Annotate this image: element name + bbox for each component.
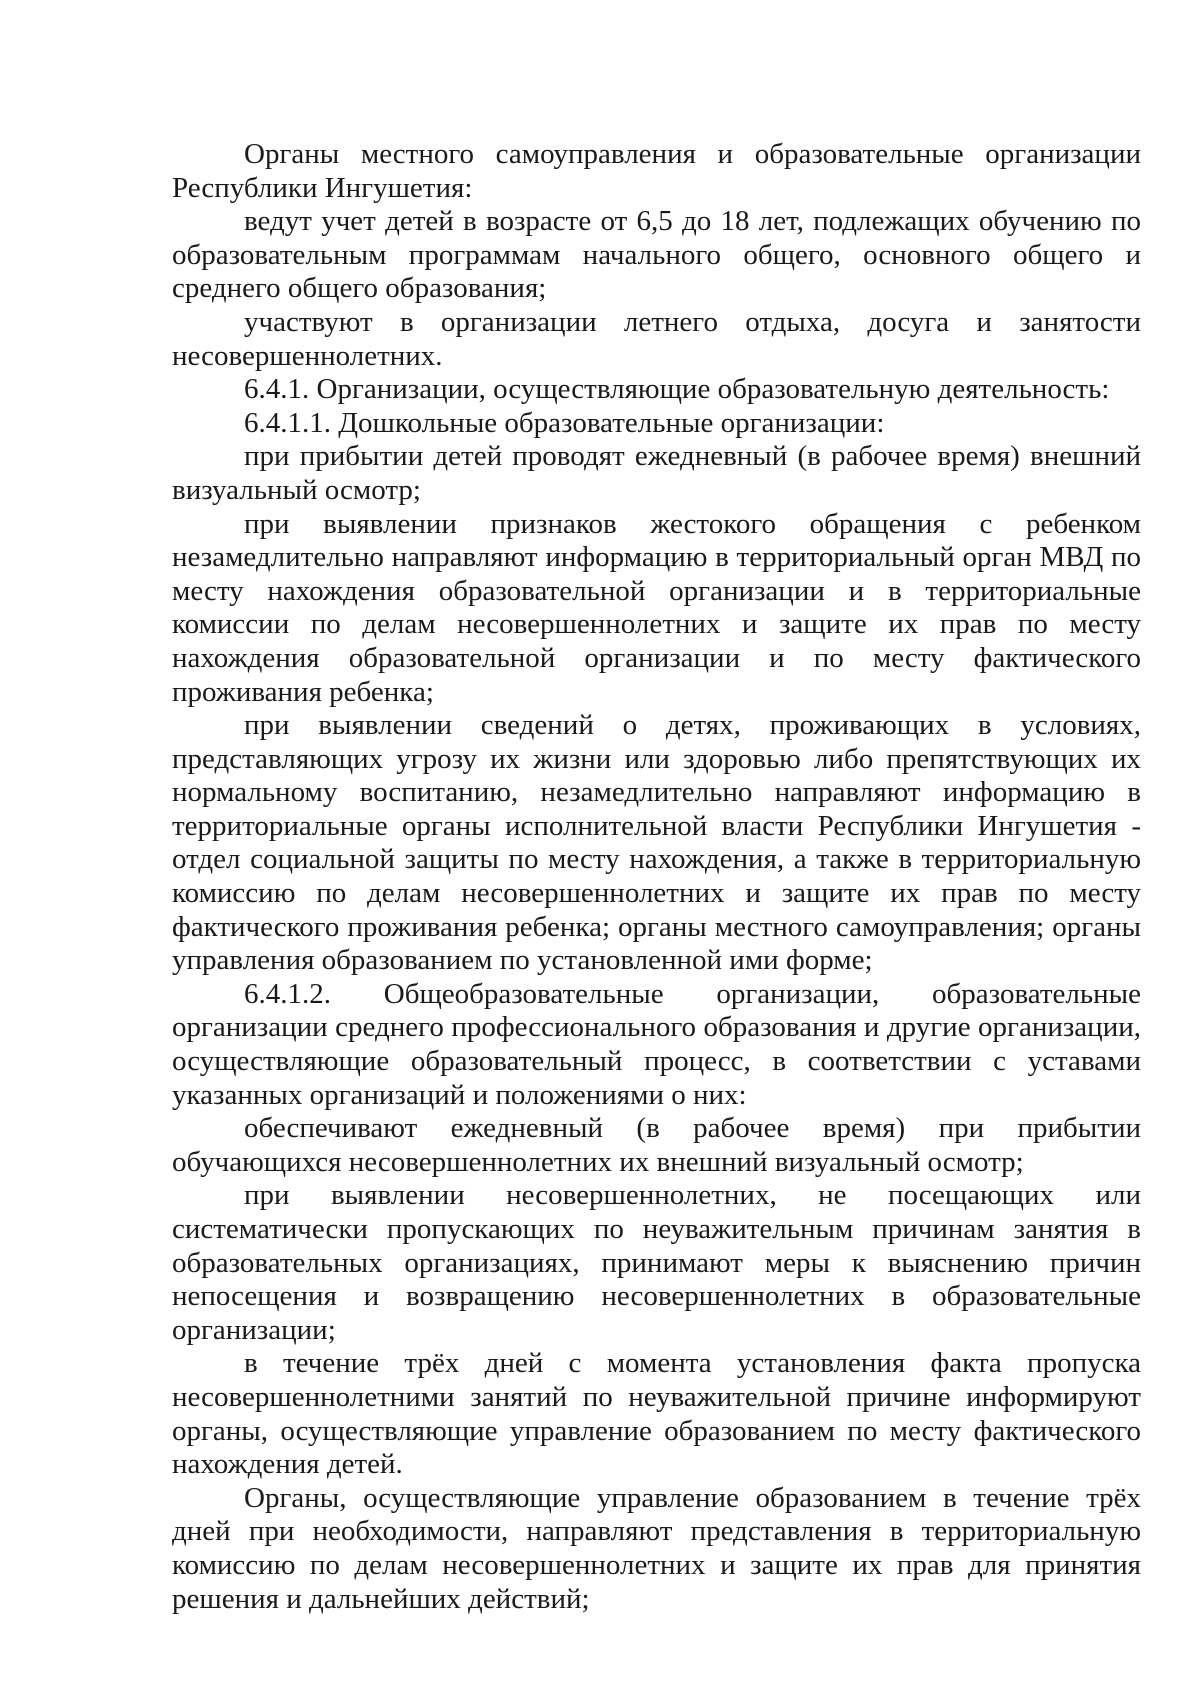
paragraph-summer-leisure: участвуют в организации летнего отдыха, досуга и занятости несовершеннолетних. — [172, 305, 1141, 372]
paragraph-local-authorities: Органы местного самоуправления и образовательные организации Республики Ингушетия: — [172, 138, 1141, 204]
paragraph-section-6-4-1-1: 6.4.1.1. Дошкольные образовательные организации: — [244, 406, 885, 439]
paragraph-student-inspection: обеспечивают ежедневный (в рабочее время) при прибытии обучающихся несовершеннолетних их внешний визуальный осмотр; — [172, 1112, 1141, 1178]
document-body — [172, 138, 1141, 1616]
paragraph-abuse-reporting: при выявлении признаков жестокого обращения с ребенком незамедлительно направляют информацию в территориальный орган МВД по месту нахождения образовательной организации и в территориальные комиссии по делам несовершеннолетних и защите их прав по месту нахождения образовательной организации и по месту фактического проживания ребенка; — [172, 507, 1141, 708]
paragraph-children-registry: ведут учет детей в возрасте от 6,5 до 18 лет, подлежащих обучению по образовательным программам начального общего, основного общего и среднего общего образования; — [172, 205, 1141, 305]
paragraph-daily-inspection: при прибытии детей проводят ежедневный (в рабочее время) внешний визуальный осмотр; — [172, 440, 1141, 506]
paragraph-three-day-notice: в течение трёх дней с момента установления факта пропуска несовершеннолетними занятий по неуважительной причине информируют органы, осуществляющие управление образованием по месту фактического нахождения детей. — [172, 1347, 1141, 1481]
paragraph-section-6-4-1-2: 6.4.1.2. Общеобразовательные организации, образовательные организации среднего профессионального образования и другие организации, осуществляющие образовательный процесс, в соответствии с уставами указанных организаций и положениями о них: — [172, 977, 1141, 1111]
paragraph-commission-submission: Органы, осуществляющие управление образованием в течение трёх дней при необходимости, направляют представления в территориальную комиссию по делам несовершеннолетних и защите их прав для принятия решения и дальнейших действий; — [172, 1481, 1141, 1615]
paragraph-danger-reporting: при выявлении сведений о детях, проживающих в условиях, представляющих угрозу их жизни или здоровью либо препятствующих их нормальному воспитанию, незамедлительно направляют информацию в территориальные органы исполнительной власти Республики Ингушетия - отдел социальной защиты по месту нахождения, а также в территориальную комиссию по делам несовершеннолетних и защите их прав по месту фактического проживания ребенка; органы местного самоуправления; органы управления образованием по установленной ими форме; — [172, 709, 1141, 977]
paragraph-section-6-4-1: 6.4.1. Организации, осуществляющие образовательную деятельность: — [244, 373, 1110, 406]
paragraph-absence-measures: при выявлении несовершеннолетних, не посещающих или систематически пропускающих по неуважительным причинам занятия в образовательных организациях, принимают меры к выяснению причин непосещения и возвращению несовершеннолетних в образовательные организации; — [172, 1179, 1141, 1346]
